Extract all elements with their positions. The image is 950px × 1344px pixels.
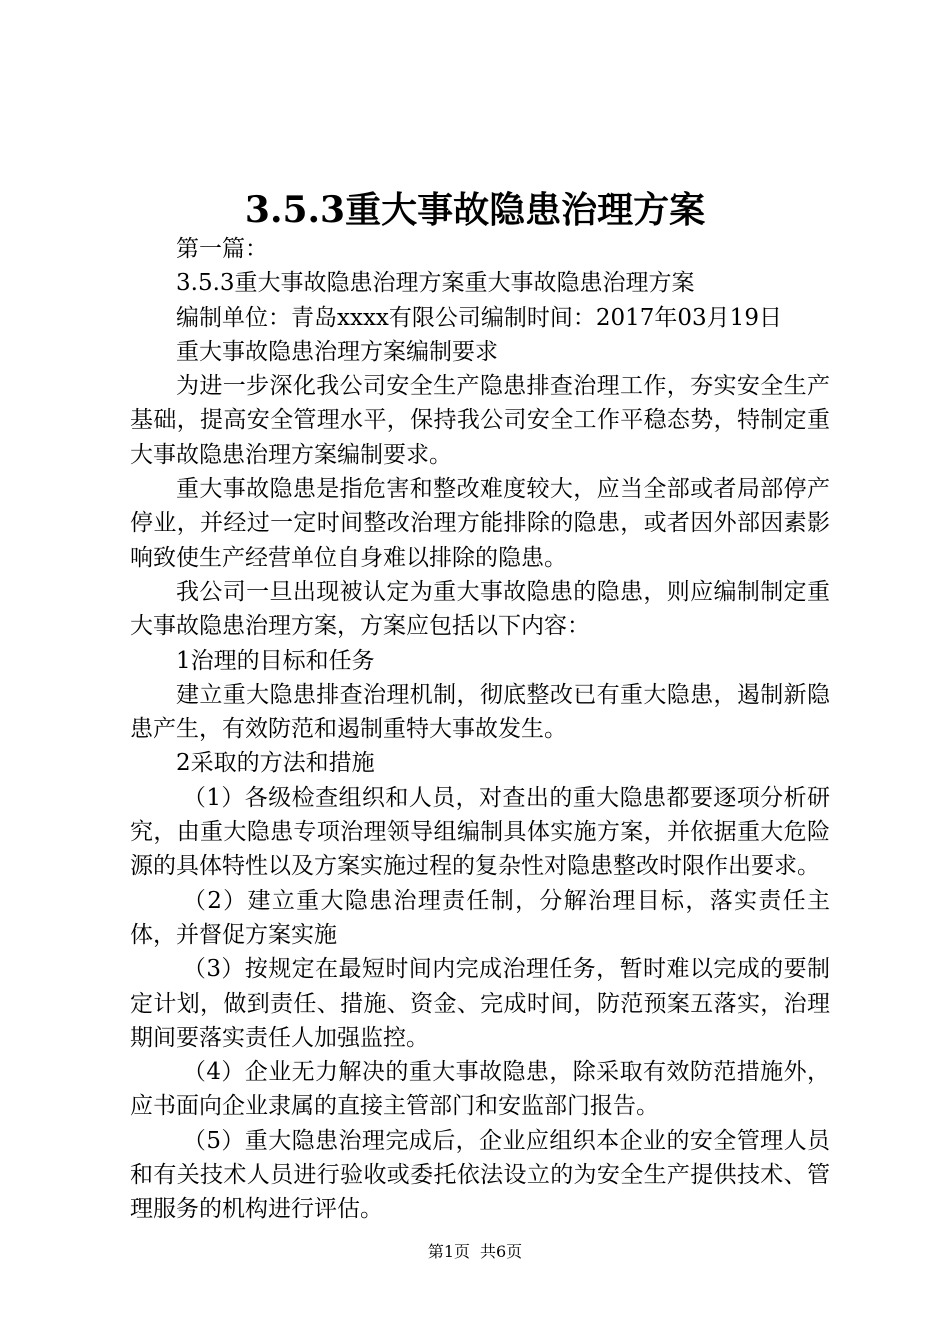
page-total: 共6页	[480, 1242, 523, 1261]
paragraph-item-2: （2）建立重大隐患治理责任制，分解治理目标，落实责任主体，并督促方案实施	[130, 887, 830, 948]
paragraph-subtitle: 3.5.3重大事故隐患治理方案重大事故隐患治理方案	[176, 270, 695, 297]
paragraph-section-heading: 第一篇：	[176, 236, 268, 262]
paragraph-item-3: （3）按规定在最短时间内完成治理任务，暂时难以完成的要制定计划，做到责任、措施、资金、完成时间，防范预案五落实，治理期间要落实责任人加强监控。	[130, 956, 830, 1051]
paragraph-purpose: 为进一步深化我公司安全生产隐患排查治理工作，夯实安全生产基础，提高安全管理水平，保持我公司安全工作平稳态势，特制定重大事故隐患治理方案编制要求。	[130, 373, 830, 468]
paragraph-item-5: （5）重大隐患治理完成后，企业应组织本企业的安全管理人员和有关技术人员进行验收或委托依法设立的为安全生产提供技术、管理服务的机构进行评估。	[130, 1127, 830, 1223]
page-footer	[0, 1240, 950, 1264]
document-title: 3.5.3重大事故隐患治理方案	[244, 189, 706, 231]
paragraph-scope: 我公司一旦出现被认定为重大事故隐患的隐患，则应编制制定重大事故隐患治理方案，方案应包括以下内容：	[130, 578, 830, 640]
paragraph-item-1: （1）各级检查组织和人员，对查出的重大隐患都要逐项分析研究，由重大隐患专项治理领导组编制具体实施方案，并依据重大危险源的具体特性以及方案实施过程的复杂性对隐患整改时限作出要求。	[130, 784, 830, 880]
paragraph-item-4: （4）企业无力解决的重大事故隐患，除采取有效防范措施外，应书面向企业隶属的直接主管部门和安监部门报告。	[130, 1059, 830, 1120]
paragraph-goals-heading: 1治理的目标和任务	[176, 647, 375, 674]
document-body	[130, 232, 830, 1227]
paragraph-requirements-heading: 重大事故隐患治理方案编制要求	[176, 338, 498, 365]
page-number: 第1页	[427, 1242, 470, 1261]
paragraph-goals: 建立重大隐患排查治理机制，彻底整改已有重大隐患，遏制新隐患产生，有效防范和遏制重特大事故发生。	[130, 681, 830, 743]
paragraph-methods-heading: 2采取的方法和措施	[176, 750, 375, 777]
paragraph-definition: 重大事故隐患是指危害和整改难度较大，应当全部或者局部停产停业，并经过一定时间整改治理方能排除的隐患，或者因外部因素影响致使生产经营单位自身难以排除的隐患。	[130, 476, 830, 571]
paragraph-compiler-info: 编制单位：青岛xxxx有限公司编制时间：2017年03月19日	[176, 304, 782, 331]
